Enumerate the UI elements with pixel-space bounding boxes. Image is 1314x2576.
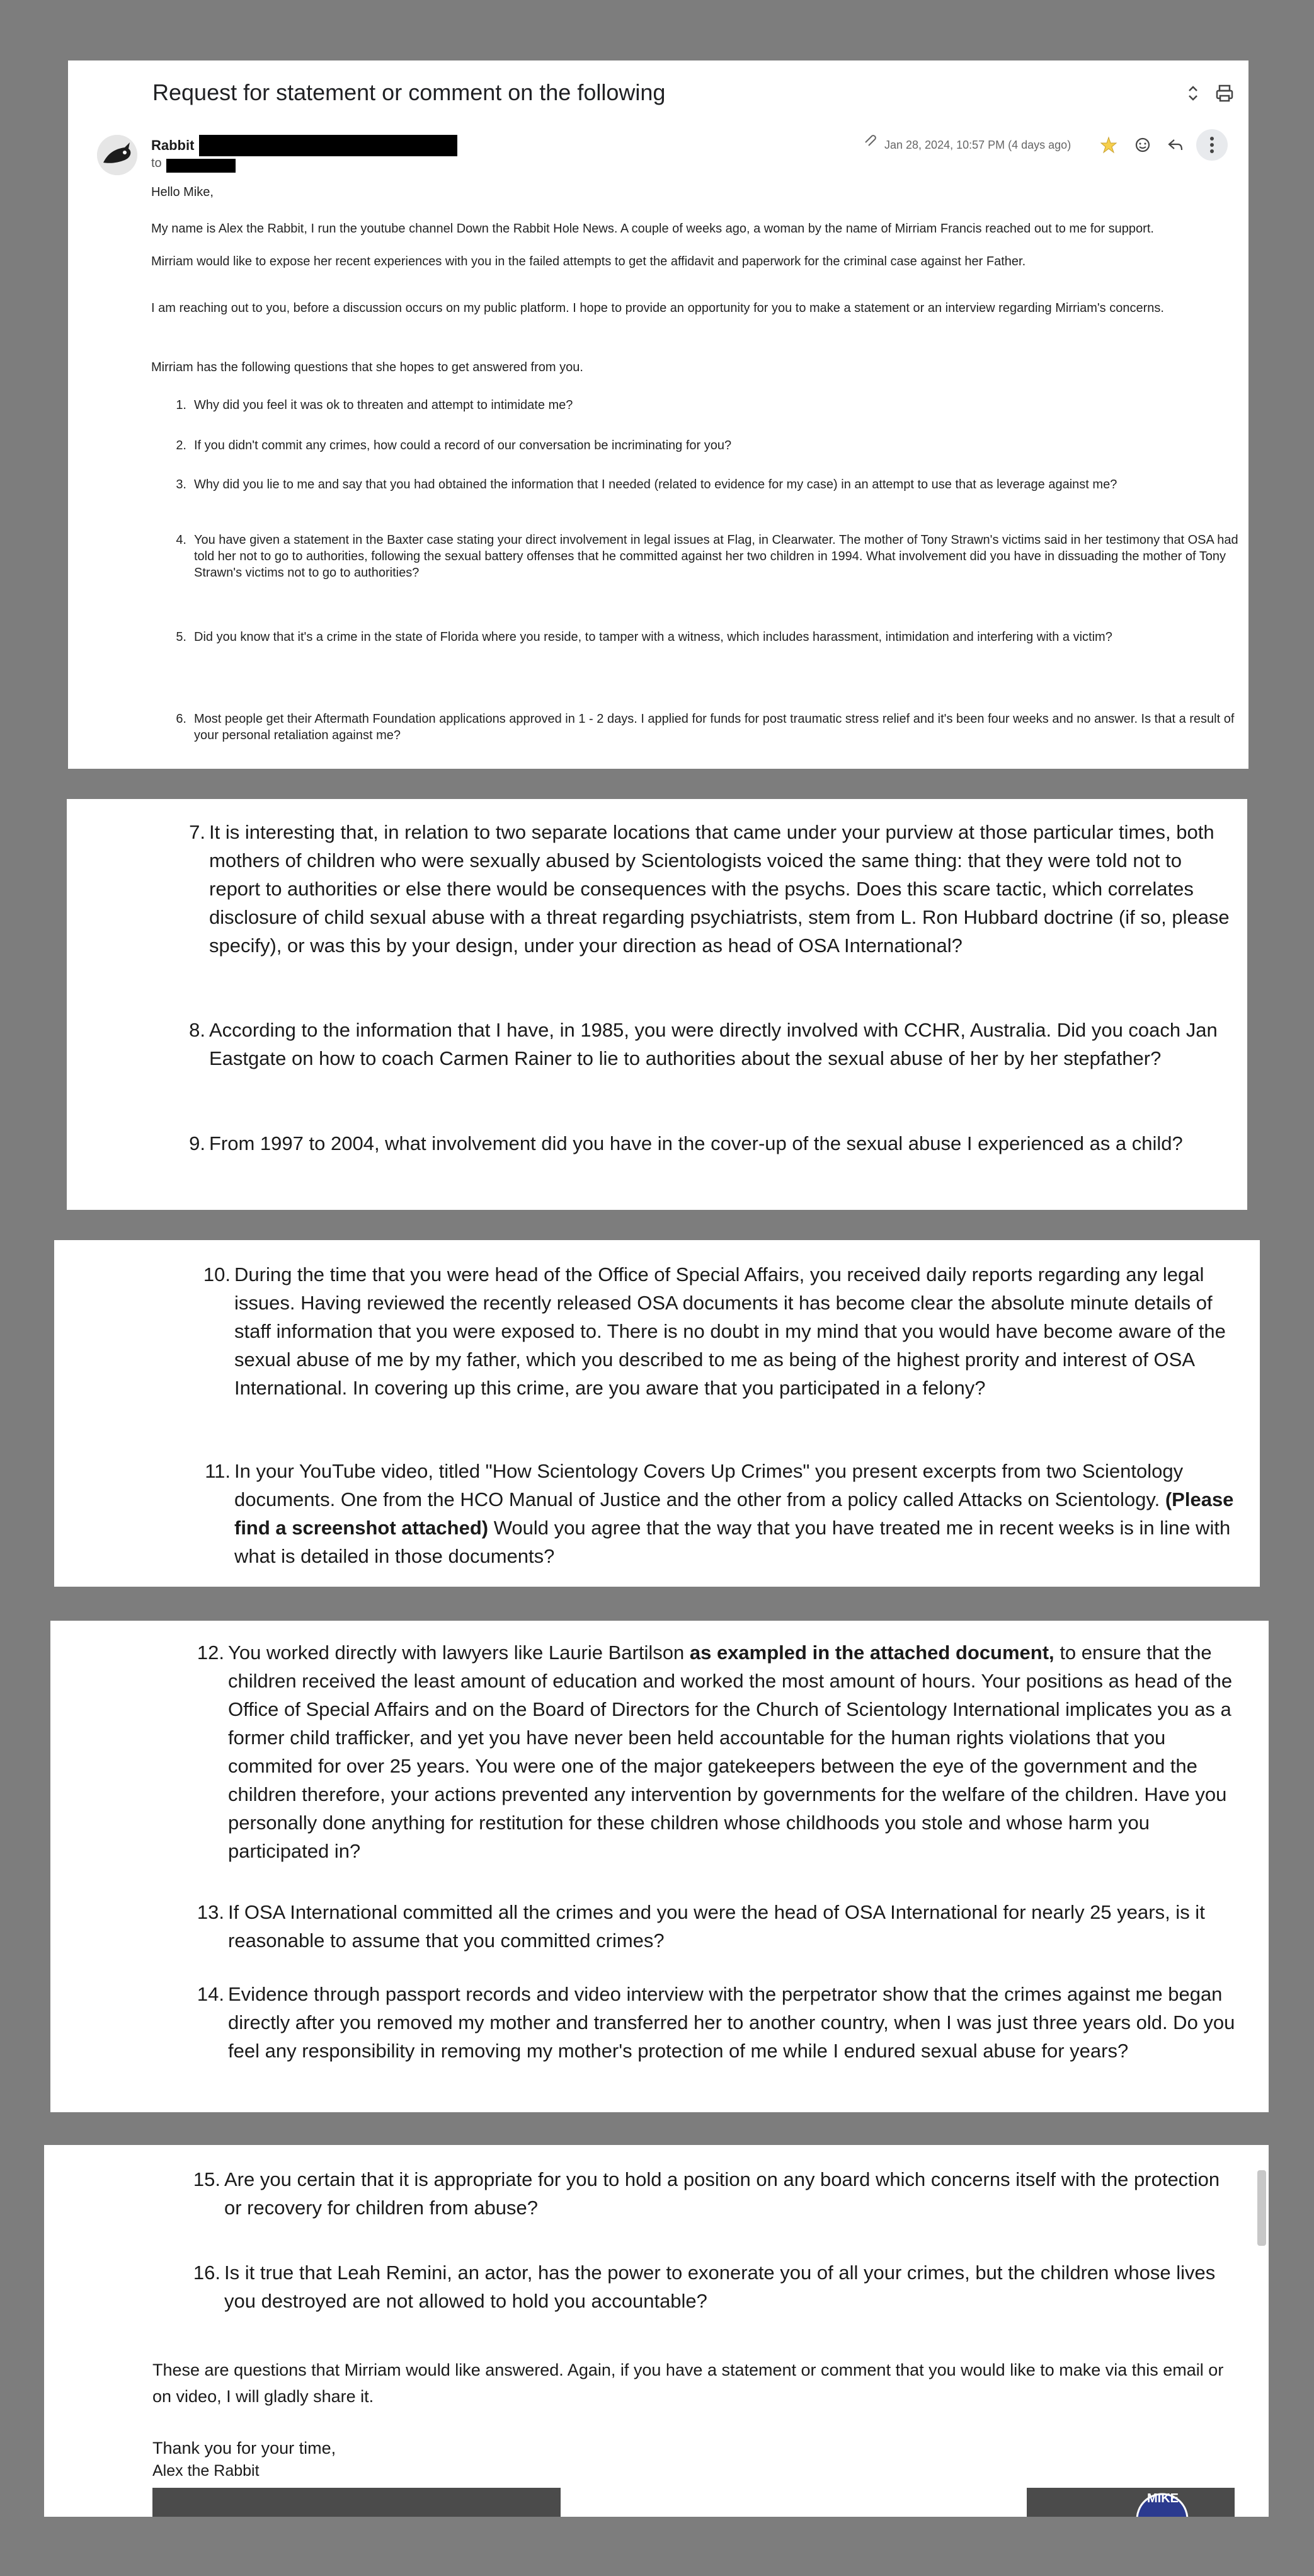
question-item: 14. Evidence through passport records and video interview with the perpetrator show that the crimes against me began directly after you removed my mother and transferred her to another country, when I was just three years old. Do you feel any responsibility in removing my mother's protection of me while I endured sexual abuse for years?	[197, 1983, 1235, 2062]
question-item: 7. It is interesting that, in relation to two separate locations that came under your purview at those particular times, both mothers of children who were sexually abused by Scientologists voiced the same thing: that they were told not to report to authorities or else there would be consequences with the psychs. Does this scare tactic, which correlates disclosure of child sexual abuse with a threat regarding psychiatrists, stem from L. Ron Hubbard doctrine (if so, please specify), or was this by your design, under your direction as head of OSA International?	[189, 821, 1230, 957]
questions-page-4	[50, 1621, 1269, 2112]
question-item: 12. You worked directly with lawyers like Laurie Bartilson as exampled in the attached document, to ensure that the children received the least amount of education and worked the most amount of hours. Your positions as head of the Office of Special Affairs and on the Board of Directors for the Church of Scientology International implicates you as a former child trafficker, and yet you have never been held accountable for the human rights violations that you commited for over 25 years. You were one of the major gatekeepers between the eye of the government and the children therefore, your actions prevented any intervention by governments for the welfare of the children. Have you personally done anything for restitution for these children whose childhoods you stole and whose harm you participated in?	[197, 1642, 1233, 1862]
question-item: 16. Is it true that Leah Remini, an actor, has the power to exonerate you of all your crimes, but the children whose lives you destroyed are not allowed to hold you accountable?	[193, 2262, 1216, 2312]
question-item: 9. From 1997 to 2004, what involvement did you have in the cover-up of the sexual abuse I experienced as a child?	[189, 1132, 1183, 1154]
expand-icon[interactable]	[1182, 82, 1204, 105]
email-panel	[68, 60, 1248, 769]
question-item: 13. If OSA International committed all the crimes and you were the head of OSA International for nearly 25 years, is it reasonable to assume that you committed crimes?	[197, 1901, 1205, 1952]
email-paragraph-2: Mirriam would like to expose her recent experiences with you in the failed attempts to get the affidavit and paperwork for the criminal case against her Father.	[151, 255, 1026, 268]
attachment-thumbnail[interactable]	[152, 2488, 561, 2517]
question-item: 4. You have given a statement in the Baxter case stating your direct involvement in legal issues at Flag, in Clearwater. The mother of Tony Strawn's victims said in her testimony that OSA had told her not to go to authorities, following the sexual battery offenses that he committed against her two children in 1994. What involvement did you have in dissuading the mother of Tony Strawn's victims not to go to authorities?	[176, 533, 1238, 580]
thank-you-line: Thank you for your time,	[152, 2439, 336, 2458]
question-item: 10. During the time that you were head of the Office of Special Affairs, you received daily reports regarding any legal issues. Having reviewed the recently released OSA documents it has become clear the absolute minute details of staff information that you were exposed to. There is no doubt in my mind that you would have become aware of the sexual abuse of me by my father, which you described to me as being of the highest prority and interest of OSA International. In covering up this crime, are you aware that you participated in a felony?	[203, 1263, 1226, 1399]
question-item: 8. According to the information that I have, in 1985, you were directly involved with CCHR, Australia. Did you coach Jan Eastgate on how to coach Carmen Rainer to lie to authorities about the sexual abuse of her by her stepfather?	[189, 1019, 1218, 1069]
signature: Alex the Rabbit	[152, 2462, 260, 2480]
more-options-icon[interactable]	[1196, 129, 1228, 161]
closing-paragraph: These are questions that Mirriam would like answered. Again, if you have a statement or comment that you would like to make via this email or on video, I will gladly share it.	[152, 2360, 1224, 2406]
question-item: 11. In your YouTube video, titled "How Scientology Covers Up Crimes" you present excerpts from two Scientology documents. One from the HCO Manual of Justice and the other from a policy called Attacks on Scientology. (Please find a screenshot attached) Would you agree that the way that you have treated me in recent weeks is in line with what is detailed in those documents?	[205, 1460, 1234, 1567]
scrollbar[interactable]	[1257, 2170, 1266, 2246]
question-item: 3. Why did you lie to me and say that you had obtained the information that I needed (related to evidence for my case) in an attempt to use that as leverage against me?	[176, 478, 1117, 492]
email-paragraph-4: Mirriam has the following questions that she hopes to get answered from you.	[151, 360, 583, 374]
attachment-thumbnail[interactable]	[1027, 2488, 1235, 2517]
attachment-icon	[862, 134, 878, 146]
sender-name: Rabbit	[151, 137, 195, 153]
question-item: 1. Why did you feel it was ok to threaten and attempt to intimidate me?	[176, 398, 573, 412]
question-item: 15. Are you certain that it is appropriate for you to hold a position on any board which concerns itself with the protection or recovery for children from abuse?	[193, 2168, 1220, 2219]
redacted-recipient	[166, 159, 236, 173]
redacted-sender-email	[199, 135, 457, 156]
email-date: Jan 28, 2024, 10:57 PM (4 days ago)	[884, 139, 1071, 151]
logo-text: MIKE	[1147, 2492, 1179, 2505]
print-icon[interactable]	[1213, 82, 1236, 105]
question-item: 6. Most people get their Aftermath Foundation applications approved in 1 - 2 days. I applied for funds for post traumatic stress relief and it's been four weeks and no answer. Is that a result of your personal retaliation against me?	[176, 712, 1235, 742]
avatar	[97, 135, 137, 175]
question-item: 2. If you didn't commit any crimes, how could a record of our conversation be incriminating for you?	[176, 439, 732, 452]
emoji-reaction-icon[interactable]	[1133, 135, 1153, 155]
star-icon[interactable]	[1099, 135, 1119, 155]
email-paragraph-3: I am reaching out to you, before a discussion occurs on my public platform. I hope to provide an opportunity for you to make a statement or an interview regarding Mirriam's concerns.	[151, 301, 1164, 315]
reply-icon[interactable]	[1165, 135, 1185, 155]
questions-page-2	[67, 799, 1247, 1210]
questions-page-3	[54, 1240, 1260, 1587]
questions-page-5	[44, 2145, 1269, 2517]
email-paragraph-1: My name is Alex the Rabbit, I run the youtube channel Down the Rabbit Hole News. A couple of weeks ago, a woman by the name of Mirriam Francis reached out to me for support.	[151, 222, 1154, 236]
to-label: to	[151, 156, 162, 170]
greeting: Hello Mike,	[151, 185, 214, 199]
email-subject: Request for statement or comment on the following	[152, 79, 666, 105]
question-item: 5. Did you know that it's a crime in the state of Florida where you reside, to tamper with a witness, which includes harassment, intimidation and interfering with a victim?	[176, 630, 1112, 644]
